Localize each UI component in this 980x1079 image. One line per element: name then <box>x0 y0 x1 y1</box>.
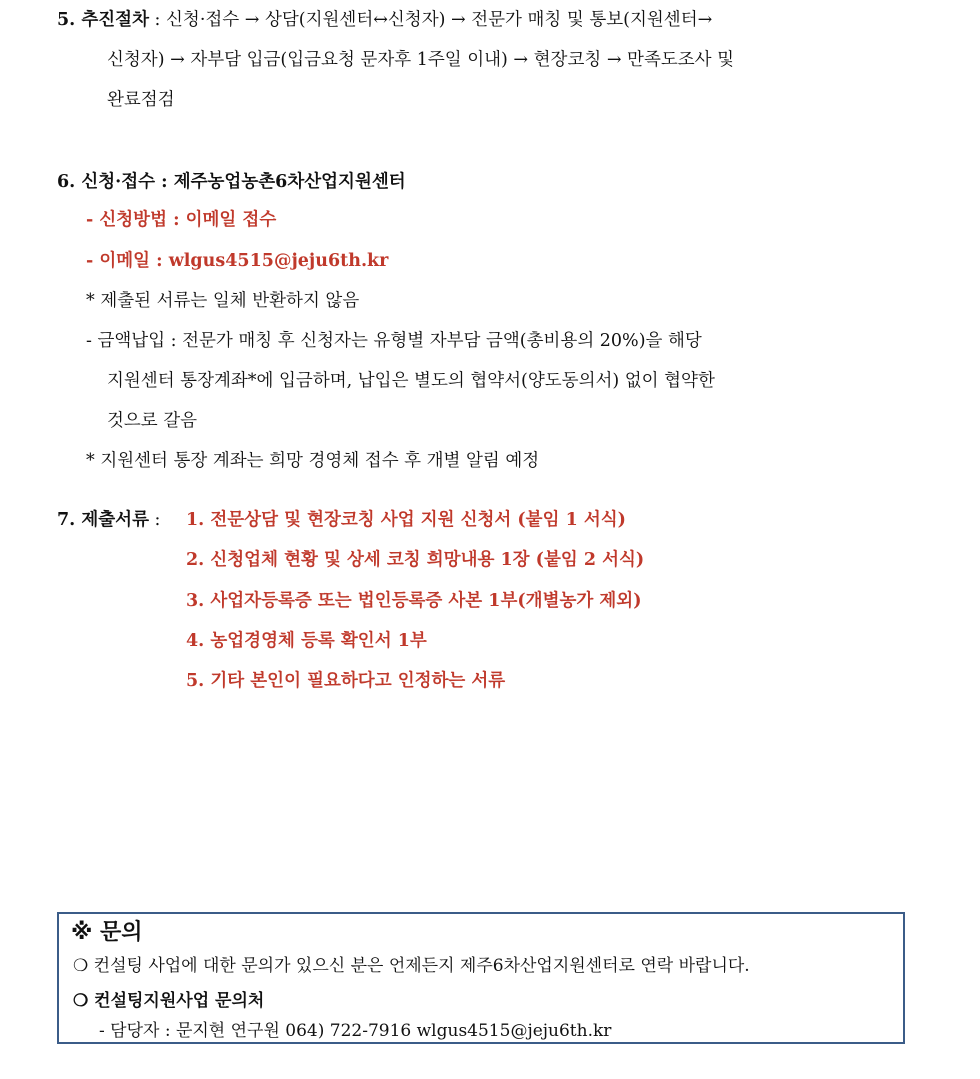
section5-line3: 완료점검 <box>107 90 175 110</box>
apply-email: - 이메일 : wlgus4515@jeju6th.kr <box>86 251 389 271</box>
document-item-4: 4. 농업경영체 등록 확인서 1부 <box>186 631 427 651</box>
inquiry-bullet-1: ❍ 컨설팅 사업에 대한 문의가 있으신 분은 언제든지 제주6차산업지원센터로 연락 바랍니다. <box>73 956 750 976</box>
section6-heading: 6. 신청·접수 : 제주농업농촌6차산업지원센터 <box>57 172 406 192</box>
section7-sep: : <box>148 510 161 530</box>
section7-heading <box>57 508 160 532</box>
document-item-2: 2. 신청업체 현황 및 상세 코칭 희망내용 1장 (붙임 2 서식) <box>186 550 645 570</box>
document-item-1: 1. 전문상담 및 현장코칭 사업 지원 신청서 (붙임 1 서식) <box>186 510 626 530</box>
payment-line3: 것으로 갈음 <box>107 411 198 431</box>
payment-line2: 지원센터 통장계좌*에 입금하며, 납입은 별도의 협약서(양도동의서) 없이 협약한 <box>107 371 715 391</box>
section5-sep: : <box>148 10 167 30</box>
document-item-5: 5. 기타 본인이 필요하다고 인정하는 서류 <box>186 671 506 691</box>
apply-method: - 신청방법 : 이메일 접수 <box>86 210 277 230</box>
section5-text1: 신청·접수 → 상담(지원센터↔신청자) → 전문가 매칭 및 통보(지원센터→ <box>166 10 713 30</box>
section7-label: 7. 제출서류 <box>57 510 149 530</box>
section5-label: 5. 추진절차 <box>57 10 149 30</box>
payment-line1: - 금액납입 : 전문가 매칭 후 신청자는 유형별 자부담 금액(총비용의 20%)을 해당 <box>86 331 702 351</box>
inquiry-bullet-2: ❍ 컨설팅지원사업 문의처 <box>73 991 265 1011</box>
inquiry-contact: - 담당자 : 문지현 연구원 064) 722-7916 wlgus4515@jeju6th.kr <box>99 1021 612 1041</box>
inquiry-box <box>57 912 905 1044</box>
note-no-return: * 제출된 서류는 일체 반환하지 않음 <box>86 291 360 311</box>
note-account: * 지원센터 통장 계좌는 희망 경영체 접수 후 개별 알림 예정 <box>86 451 540 471</box>
section5-line1 <box>57 8 712 32</box>
document-item-3: 3. 사업자등록증 또는 법인등록증 사본 1부(개별농가 제외) <box>186 591 642 611</box>
inquiry-title: ※ 문의 <box>71 920 143 945</box>
section5-line2: 신청자) → 자부담 입금(입금요청 문자후 1주일 이내) → 현장코칭 → 만족도조사 및 <box>107 50 735 70</box>
